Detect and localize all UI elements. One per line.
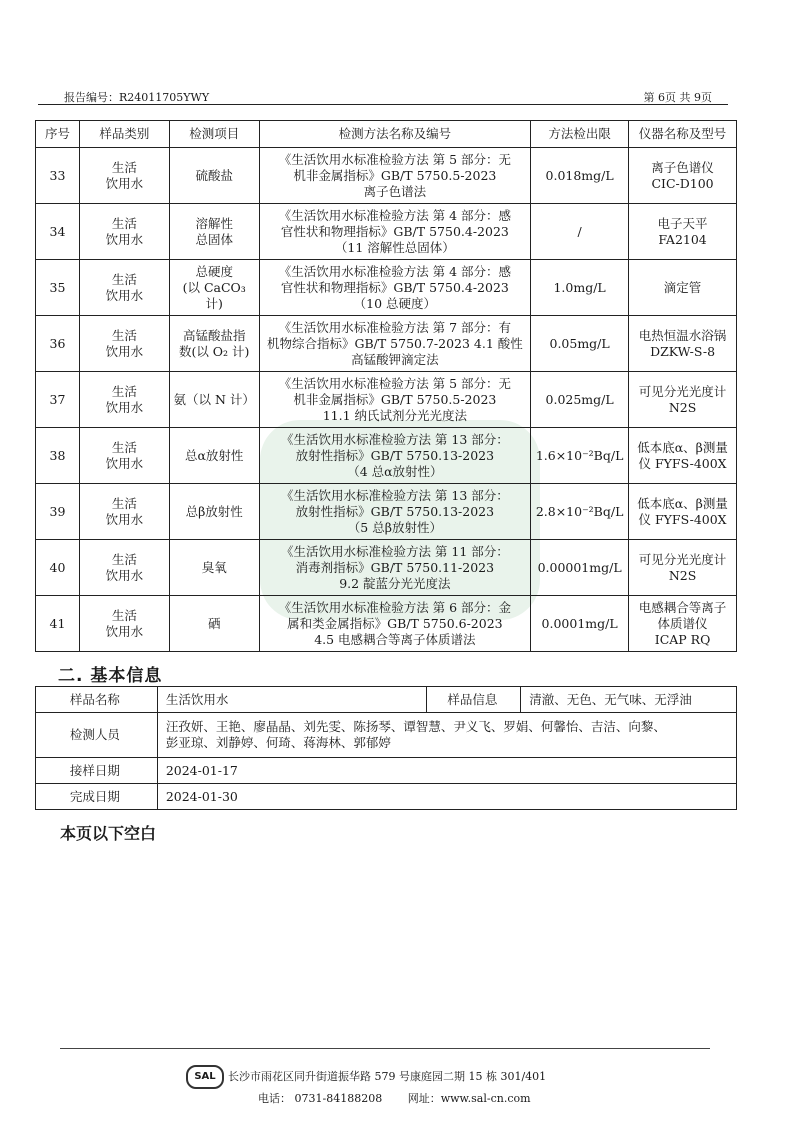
test-method [259,596,530,652]
test-item [169,372,259,428]
instrument-line: 离子色谱仪 [651,159,714,175]
test-method-line: 《生活饮用水标准检验方法 第 5 部分：无 [278,151,512,167]
detection-limit: 0.025mg/L [531,372,629,428]
detection-limit: 1.0mg/L [531,260,629,316]
table-row [36,372,737,428]
sample-category-line: 生活 [111,383,137,399]
table-header-row [36,121,737,148]
test-method-line: （5 总β放射性） [347,519,442,535]
staff-line: 汪孜妍、王艳、廖晶晶、刘先雯、陈扬琴、谭智慧、尹义飞、罗娟、何馨怡、吉洁、向黎、 [165,719,666,734]
sample-category [79,260,169,316]
header-cell: 检测项目 [169,121,259,148]
instrument-line: 低本底α、β测量 [637,495,728,511]
instrument-line: 仪 FYFS-400X [638,511,727,527]
receive-date-value: 2024-01-17 [157,758,736,784]
row-number: 35 [36,260,80,316]
footer-contact [258,1090,553,1106]
sample-category-line: 生活 [111,327,137,343]
detection-limit: 0.0001mg/L [531,596,629,652]
instrument-line: FA2104 [658,231,707,247]
info-row [36,713,737,758]
instrument-line: N2S [668,567,697,583]
test-item [169,204,259,260]
sample-category-line: 饮用水 [105,231,144,247]
table-row [36,148,737,204]
detection-limit: 2.8×10⁻²Bq/L [531,484,629,540]
section-title: 二. 基本信息 [58,666,163,686]
staff-value [157,713,736,758]
test-method-line: 官性状和物理指标》GB/T 5750.4-2023 [280,279,509,295]
test-item [169,260,259,316]
sample-category-line: 生活 [111,159,137,175]
receive-date-label: 接样日期 [36,758,158,784]
info-row [36,687,737,713]
results-table [35,120,737,652]
info-row [36,784,737,810]
instrument-line: 可见分光光度计 [638,551,727,567]
test-method-line: 《生活饮用水标准检验方法 第 4 部分：感 [278,263,512,279]
test-method-line: 属和类金属指标》GB/T 5750.6-2023 [287,615,503,631]
test-method-line: 《生活饮用水标准检验方法 第 5 部分：无 [278,375,512,391]
finish-date-value: 2024-01-30 [157,784,736,810]
test-method-line: 机物综合指标》GB/T 5750.7-2023 4.1 酸性 [266,335,523,351]
footer-address: 长沙市雨花区同升街道振华路 579 号康庭园二期 15 栋 301/401 [228,1070,547,1083]
test-item [169,540,259,596]
header-cell: 检测方法名称及编号 [259,121,530,148]
detection-limit: / [531,204,629,260]
test-method [259,484,530,540]
staff-label: 检测人员 [36,713,158,758]
sample-category [79,316,169,372]
instrument [629,148,737,204]
footer-website: 网址：www.sal-cn.com [407,1092,531,1105]
instrument [629,596,737,652]
instrument [629,372,737,428]
instrument [629,484,737,540]
row-number: 34 [36,204,80,260]
test-item-line: 高锰酸盐指 [182,327,246,343]
test-item [169,428,259,484]
test-item-line: 硫酸盐 [195,167,233,183]
test-method [259,540,530,596]
test-item-line: 溶解性 [195,215,233,231]
header-cell: 序号 [36,121,80,148]
test-method [259,204,530,260]
sample-category [79,372,169,428]
sample-info-value: 清澈、无色、无气味、无浮油 [521,687,737,713]
instrument-line: 低本底α、β测量 [637,439,728,455]
sample-category [79,148,169,204]
instrument [629,540,737,596]
sample-name-label: 样品名称 [36,687,158,713]
test-method-line: 《生活饮用水标准检验方法 第 13 部分： [280,487,509,503]
test-method-line: 离子色谱法 [363,183,427,199]
table-row [36,484,737,540]
instrument-line: N2S [668,399,697,415]
row-number: 33 [36,148,80,204]
test-item-line: 臭氧 [201,559,227,575]
table-row [36,204,737,260]
test-item-line: 氨（以 N 计） [173,391,255,407]
test-method [259,316,530,372]
test-item-line: 总α放射性 [184,447,244,463]
sample-category [79,428,169,484]
instrument-line: 电热恒温水浴锅 [638,327,727,343]
sal-logo: SAL [186,1065,224,1089]
sample-category [79,540,169,596]
sample-category [79,204,169,260]
test-method-line: 《生活饮用水标准检验方法 第 7 部分：有 [278,319,512,335]
finish-date-label: 完成日期 [36,784,158,810]
instrument-line: ICAP RQ [654,631,711,647]
test-method [259,148,530,204]
sample-category-line: 生活 [111,551,137,567]
test-method-line: 机非金属指标》GB/T 5750.5-2023 [293,167,497,183]
instrument-line: 滴定管 [663,279,702,295]
instrument [629,204,737,260]
row-number: 36 [36,316,80,372]
test-method-line: 放射性指标》GB/T 5750.13-2023 [295,503,495,519]
header-cell: 仪器名称及型号 [629,121,737,148]
instrument [629,260,737,316]
test-method-line: （4 总α放射性） [347,463,443,479]
instrument-line: 仪 FYFS-400X [638,455,727,471]
test-method-line: 《生活饮用水标准检验方法 第 13 部分： [280,431,509,447]
sample-category-line: 生活 [111,495,137,511]
sample-category [79,484,169,540]
test-method [259,372,530,428]
info-row [36,758,737,784]
instrument [629,316,737,372]
instrument-line: 可见分光光度计 [638,383,727,399]
sample-info-label: 样品信息 [427,687,521,713]
footer-divider [60,1048,710,1049]
table-row [36,260,737,316]
test-item [169,148,259,204]
detection-limit: 0.00001mg/L [531,540,629,596]
test-method [259,428,530,484]
table-row [36,428,737,484]
test-item-line: 总β放射性 [185,503,243,519]
test-method-line: 《生活饮用水标准检验方法 第 11 部分： [280,543,509,559]
page-header [60,86,716,106]
row-number: 38 [36,428,80,484]
test-item-line: 硒 [207,615,221,631]
instrument-line: 体质谱仪 [657,615,708,631]
detection-limit: 0.018mg/L [531,148,629,204]
test-method-line: 4.5 电感耦合等离子体质谱法 [314,631,476,647]
test-method-line: 9.2 靛蓝分光光度法 [339,575,451,591]
page-number: 第 6页 共 9页 [643,91,712,104]
table-row [36,540,737,596]
sample-category-line: 生活 [111,215,137,231]
sample-category-line: 生活 [111,607,137,623]
test-method-line: 《生活饮用水标准检验方法 第 4 部分：感 [278,207,512,223]
detection-limit: 1.6×10⁻²Bq/L [531,428,629,484]
row-number: 41 [36,596,80,652]
header-cell: 样品类别 [79,121,169,148]
table-row [36,596,737,652]
test-item-line: (以 CaCO₃ 计) [182,279,246,311]
test-item [169,484,259,540]
test-method-line: 官性状和物理指标》GB/T 5750.4-2023 [280,223,509,239]
instrument [629,428,737,484]
test-method-line: 11.1 纳氏试剂分光光度法 [322,407,468,423]
test-item-line: 总固体 [195,231,233,247]
test-method-line: 消毒剂指标》GB/T 5750.11-2023 [295,559,495,575]
test-item-line: 数(以 O₂ 计) [178,343,250,359]
test-item [169,316,259,372]
sample-category-line: 饮用水 [105,567,144,583]
sample-category-line: 生活 [111,271,137,287]
header-divider [38,104,728,105]
sample-category-line: 饮用水 [105,455,144,471]
sample-name-value: 生活饮用水 [157,687,427,713]
test-method-line: （11 溶解性总固体） [334,239,455,255]
sample-category-line: 饮用水 [105,399,144,415]
sample-category-line: 饮用水 [105,623,144,639]
sample-category [79,596,169,652]
instrument-line: CIC-D100 [651,175,714,191]
row-number: 40 [36,540,80,596]
test-item [169,596,259,652]
test-method-line: 高锰酸钾滴定法 [351,351,439,367]
footer-phone: 电话： 0731-84188208 [258,1092,383,1105]
instrument-line: 电感耦合等离子 [638,599,727,615]
basic-info-table [35,686,737,810]
test-item-line: 总硬度 [195,263,233,279]
blank-page-note: 本页以下空白 [60,824,157,843]
row-number: 39 [36,484,80,540]
instrument-line: DZKW-S-8 [650,343,716,359]
detection-limit: 0.05mg/L [531,316,629,372]
sample-category-line: 饮用水 [105,287,144,303]
test-method-line: 机非金属指标》GB/T 5750.5-2023 [293,391,497,407]
staff-line: 彭亚琼、刘静婷、何琦、蒋海林、郭郁婷 [165,735,391,750]
test-method [259,260,530,316]
sample-category-line: 生活 [111,439,137,455]
sample-category-line: 饮用水 [105,175,144,191]
report-number: 报告编号：R24011705YWY [64,91,210,104]
test-method-line: （10 总硬度） [353,295,437,311]
sample-category-line: 饮用水 [105,511,144,527]
header-cell: 方法检出限 [531,121,629,148]
test-method-line: 放射性指标》GB/T 5750.13-2023 [295,447,495,463]
test-method-line: 《生活饮用水标准检验方法 第 6 部分：金 [278,599,512,615]
sample-category-line: 饮用水 [105,343,144,359]
table-row [36,316,737,372]
row-number: 37 [36,372,80,428]
instrument-line: 电子天平 [657,215,708,231]
